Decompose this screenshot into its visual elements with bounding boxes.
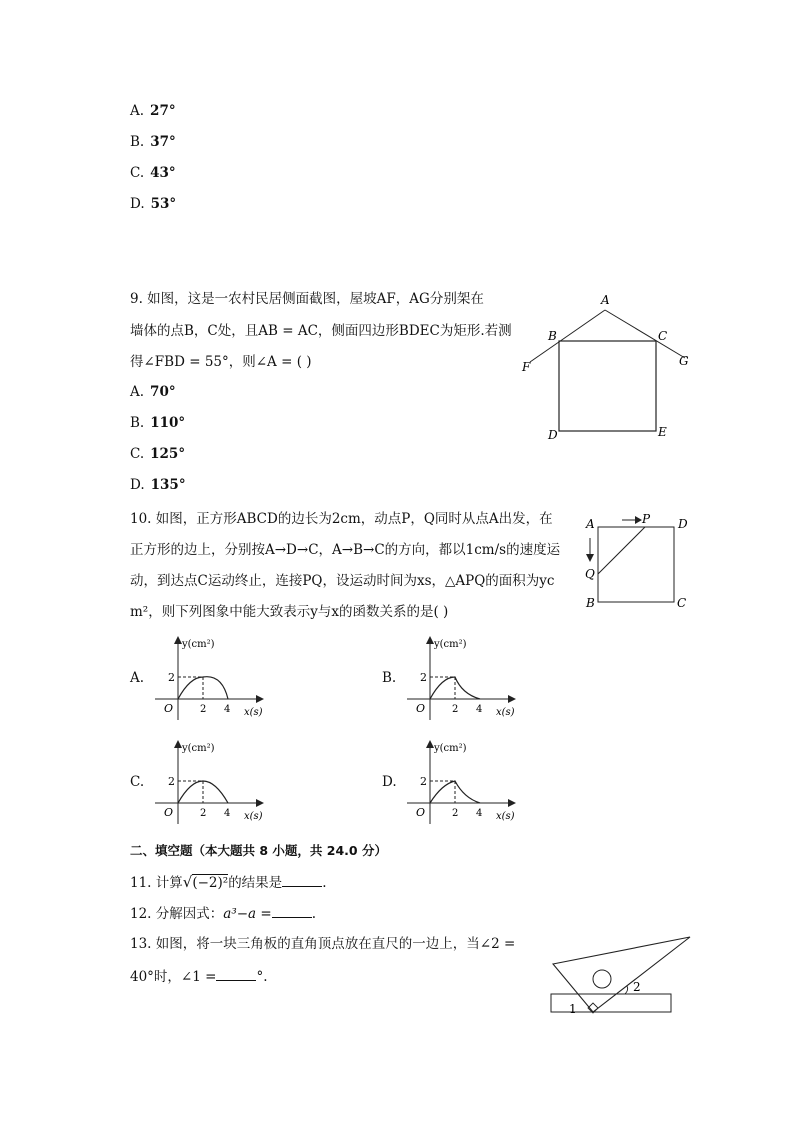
q10-text-line1: 10. 如图，正方形ABCD的边长为2cm，动点P，Q同时从点A出发，在 [130,511,553,527]
y-tick-2: 2 [420,775,427,788]
graph-a[interactable] [150,632,280,727]
y-label: y(cm²) [182,639,215,650]
q13-line2 [130,967,267,986]
sqrt-symbol: √ [182,873,193,891]
option-letter: C. [130,165,145,181]
label-a: A [601,293,610,307]
y-arrow [174,636,182,644]
square-abcd [598,527,674,602]
label-d: D [678,517,688,531]
option-value: 125° [150,446,186,462]
q8-option-d[interactable] [130,196,176,212]
q8-option-a[interactable] [130,103,176,119]
option-letter: C. [130,446,145,462]
y-label: y(cm²) [182,743,215,754]
q10-square-figure [580,510,700,615]
graph-c-letter[interactable]: C. [130,774,145,790]
label-e: E [658,425,667,439]
q13-text-line1: 13. 如图，将一块三角板的直角顶点放在直尺的一边上，当∠2 = [130,936,516,952]
option-value: 27° [150,103,176,119]
q10-text-line4: m²，则下列图象中能大致表示y与x的函数关系的是( ) [130,604,449,620]
option-value: 53° [150,196,177,212]
x-tick-4: 4 [224,704,231,715]
origin-label: O [416,702,426,715]
q13-answer-blank[interactable] [216,967,256,981]
label-f: F [522,360,531,374]
x-arrow [256,799,264,807]
x-tick-2: 2 [200,704,207,715]
label-d: D [548,428,558,442]
graph-b[interactable] [402,632,532,727]
x-tick-2: 2 [200,808,207,819]
arrow-p-head [635,516,642,524]
option-value: 37° [150,134,176,150]
roof-left-line [530,310,605,362]
q11-prefix: 11. 计算 [130,875,183,891]
q13-ruler-figure [545,930,700,1020]
q8-option-c[interactable] [130,165,176,181]
q13-line2-prefix: 40°时，∠1 = [130,969,217,985]
x-label: x(s) [496,811,515,822]
label-g: G [679,354,689,368]
y-tick-2: 2 [168,775,175,788]
option-letter: A. [130,384,145,400]
triangle [553,937,690,1012]
label-c: C [658,329,668,343]
x-label: x(s) [244,811,263,822]
option-value: 110° [150,415,186,431]
roof-right-line [605,310,685,358]
graph-d[interactable] [402,736,532,831]
label-2: 2 [633,980,641,994]
q9-text-line3: 得∠FBD = 55°，则∠A = ( ) [130,354,312,370]
q12-answer-blank[interactable] [272,904,312,918]
q9-text-line1: 9. 如图，这是一农村民居侧面截图，屋坡AF，AG分别架在 [130,291,484,307]
x-label: x(s) [496,707,515,718]
x-label: x(s) [244,707,263,718]
segment-pq [598,527,645,574]
x-arrow [508,799,516,807]
label-a: A [586,517,595,531]
y-tick-2: 2 [168,671,175,684]
label-p: P [642,512,651,526]
graph-c[interactable] [150,736,280,831]
graph-a-letter[interactable]: A. [130,670,145,686]
x-tick-4: 4 [476,808,483,819]
x-tick-2: 2 [452,704,459,715]
label-c: C [677,596,687,610]
option-letter: D. [130,196,145,212]
x-arrow [508,695,516,703]
label-q: Q [585,567,595,581]
q12-line [130,904,316,923]
q12-end: . [311,906,316,922]
q11-line [130,873,326,892]
x-tick-4: 4 [476,704,483,715]
q11-radicand: (−2)² [192,875,229,891]
option-letter: D. [130,477,145,493]
q12-expr: a³−a = [223,906,272,922]
y-arrow [174,740,182,748]
y-arrow [426,740,434,748]
option-letter: B. [130,415,145,431]
q9-text-line2: 墙体的点B，C处，且AB = AC，侧面四边形BDEC为矩形.若测 [130,323,512,339]
option-letter: A. [130,103,145,119]
q9-option-d[interactable] [130,477,186,493]
q9-option-b[interactable] [130,415,185,431]
origin-label: O [164,806,174,819]
option-value: 135° [150,477,186,493]
q8-option-b[interactable] [130,134,176,150]
q11-suffix: 的结果是 [228,875,283,891]
x-tick-4: 4 [224,808,231,819]
q11-end: . [322,875,327,891]
x-tick-2: 2 [452,808,459,819]
section-header: 二、填空题（本大题共 8 小题，共 24.0 分） [130,843,387,858]
y-label: y(cm²) [434,639,467,650]
x-arrow [256,695,264,703]
q10-text-line3: 动，到达点C运动终止，连接PQ，设运动时间为xs，△APQ的面积为yc [130,573,555,589]
triangle-hole [593,970,611,988]
origin-label: O [164,702,174,715]
label-b: B [586,596,595,610]
q13-line2-end: °. [256,969,268,985]
graph-b-letter[interactable]: B. [382,670,397,686]
graph-d-letter[interactable]: D. [382,774,397,790]
y-label: y(cm²) [434,743,467,754]
y-tick-2: 2 [420,671,427,684]
option-value: 43° [150,165,176,181]
q10-text-line2: 正方形的边上，分别按A→D→C，A→B→C的方向，都以1cm/s的速度运 [130,542,561,558]
label-1: 1 [569,1002,577,1016]
label-b: B [548,329,557,343]
origin-label: O [416,806,426,819]
q9-house-figure [515,290,700,450]
q9-option-a[interactable] [130,384,176,400]
wall-rectangle [559,341,656,431]
q9-option-c[interactable] [130,446,185,462]
arrow-q-head [586,554,594,562]
option-value: 70° [150,384,176,400]
y-arrow [426,636,434,644]
q11-answer-blank[interactable] [282,873,322,887]
q12-prefix: 12. 分解因式： [130,906,224,922]
option-letter: B. [130,134,145,150]
